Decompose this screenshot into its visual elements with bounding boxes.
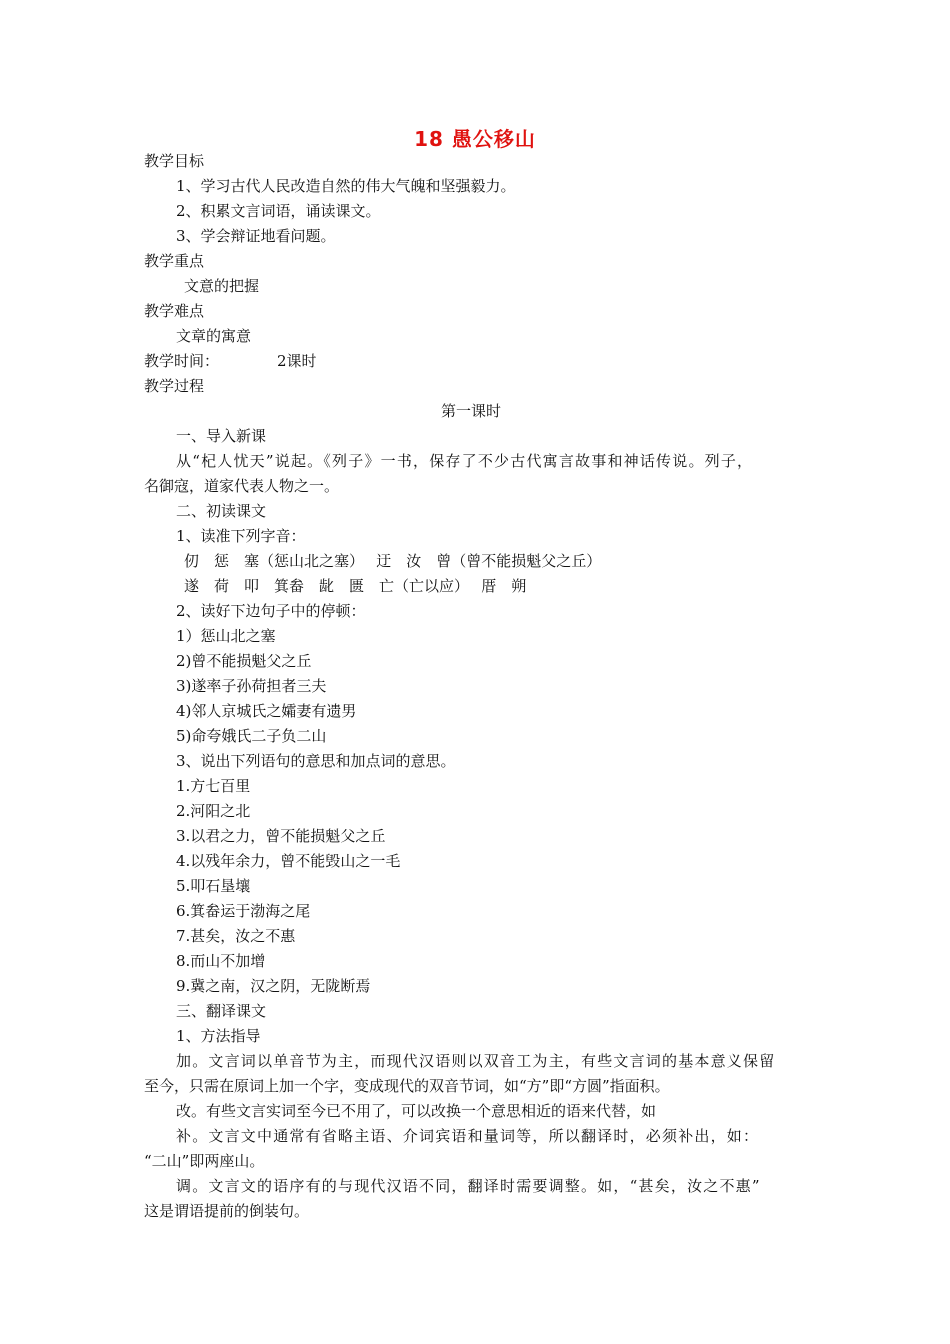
process-heading: 教学过程 [144,377,205,395]
meaning-item-9: 9.冀之南，汉之阴，无陇断焉 [176,977,371,995]
supplement-method-line-2: “二山”即两座山。 [144,1152,265,1170]
pause-item-5: 5)命夸娥氏二子负二山 [176,727,327,745]
time-value: 2课时 [277,352,317,370]
pronunciation-chars-line-1: 仞 惩 塞（惩山北之塞） 迂 汝 曾（曾不能损魁父之丘） [184,552,602,570]
pause-item-3: 3)遂率子孙荷担者三夫 [176,677,327,695]
supplement-method-line-1: 补。文言文中通常有省略主语、介词宾语和量词等，所以翻译时，必须补出，如： [176,1127,760,1145]
intro-paragraph-line-1: 从“杞人忧天”说起。《列子》一书，保存了不少古代寓言故事和神话传说。列子， [176,452,754,470]
meaning-item-2: 2.河阳之北 [176,802,251,820]
goal-item-1: 1、学习古代人民改造自然的伟大气魄和坚强毅力。 [176,177,516,195]
section-1-heading: 一、导入新课 [176,427,267,445]
method-heading: 1、方法指导 [176,1027,261,1045]
pause-item-4: 4)邻人京城氏之孀妻有遗男 [176,702,357,720]
lesson-heading: 第一课时 [441,402,502,420]
add-method-line-2: 至今，只需在原词上加一个字，变成现代的双音节词，如“方”即“方圆”指面积。 [144,1077,670,1095]
pronunciation-chars-line-2: 遂 荷 叩 箕畚 龀 匮 亡（亡以应） 厝 朔 [184,577,527,595]
meaning-question: 3、说出下列语句的意思和加点词的意思。 [176,752,456,770]
meaning-item-3: 3.以君之力，曾不能损魁父之丘 [176,827,386,845]
add-method-line-1: 加。文言词以单音节为主，而现代汉语则以双音工为主，有些文言词的基本意义保留 [176,1052,776,1070]
document-title: 18 愚公移山 [414,127,536,151]
goal-item-2: 2、积累文言词语，诵读课文。 [176,202,381,220]
adjust-method-line-1: 调。文言文的语序有的与现代汉语不同，翻译时需要调整。如，“甚矣，汝之不惠” [176,1177,761,1195]
pronunciation-question: 1、读准下列字音： [176,527,306,545]
difficulty-heading: 教学难点 [144,302,205,320]
change-method-line: 改。有些文言实词至今已不用了，可以改换一个意思相近的语来代替，如 [176,1102,657,1120]
section-2-heading: 二、初读课文 [176,502,267,520]
pause-question: 2、读好下边句子中的停顿： [176,602,366,620]
pause-item-1: 1）惩山北之塞 [176,627,276,645]
adjust-method-line-2: 这是谓语提前的倒装句。 [144,1202,310,1220]
focus-text: 文意的把握 [184,277,260,295]
goals-heading: 教学目标 [144,152,205,170]
intro-paragraph-line-2: 名御寇，道家代表人物之一。 [144,477,340,495]
focus-heading: 教学重点 [144,252,205,270]
pause-item-2: 2)曾不能损魁父之丘 [176,652,312,670]
goal-item-3: 3、学会辩证地看问题。 [176,227,336,245]
meaning-item-8: 8.而山不加增 [176,952,266,970]
meaning-item-5: 5.叩石垦壤 [176,877,251,895]
time-label: 教学时间： [144,352,220,370]
meaning-item-4: 4.以残年余力，曾不能毁山之一毛 [176,852,401,870]
meaning-item-6: 6.箕畚运于渤海之尾 [176,902,311,920]
meaning-item-1: 1.方七百里 [176,777,251,795]
section-3-heading: 三、翻译课文 [176,1002,267,1020]
meaning-item-7: 7.甚矣，汝之不惠 [176,927,296,945]
difficulty-text: 文章的寓意 [176,327,252,345]
